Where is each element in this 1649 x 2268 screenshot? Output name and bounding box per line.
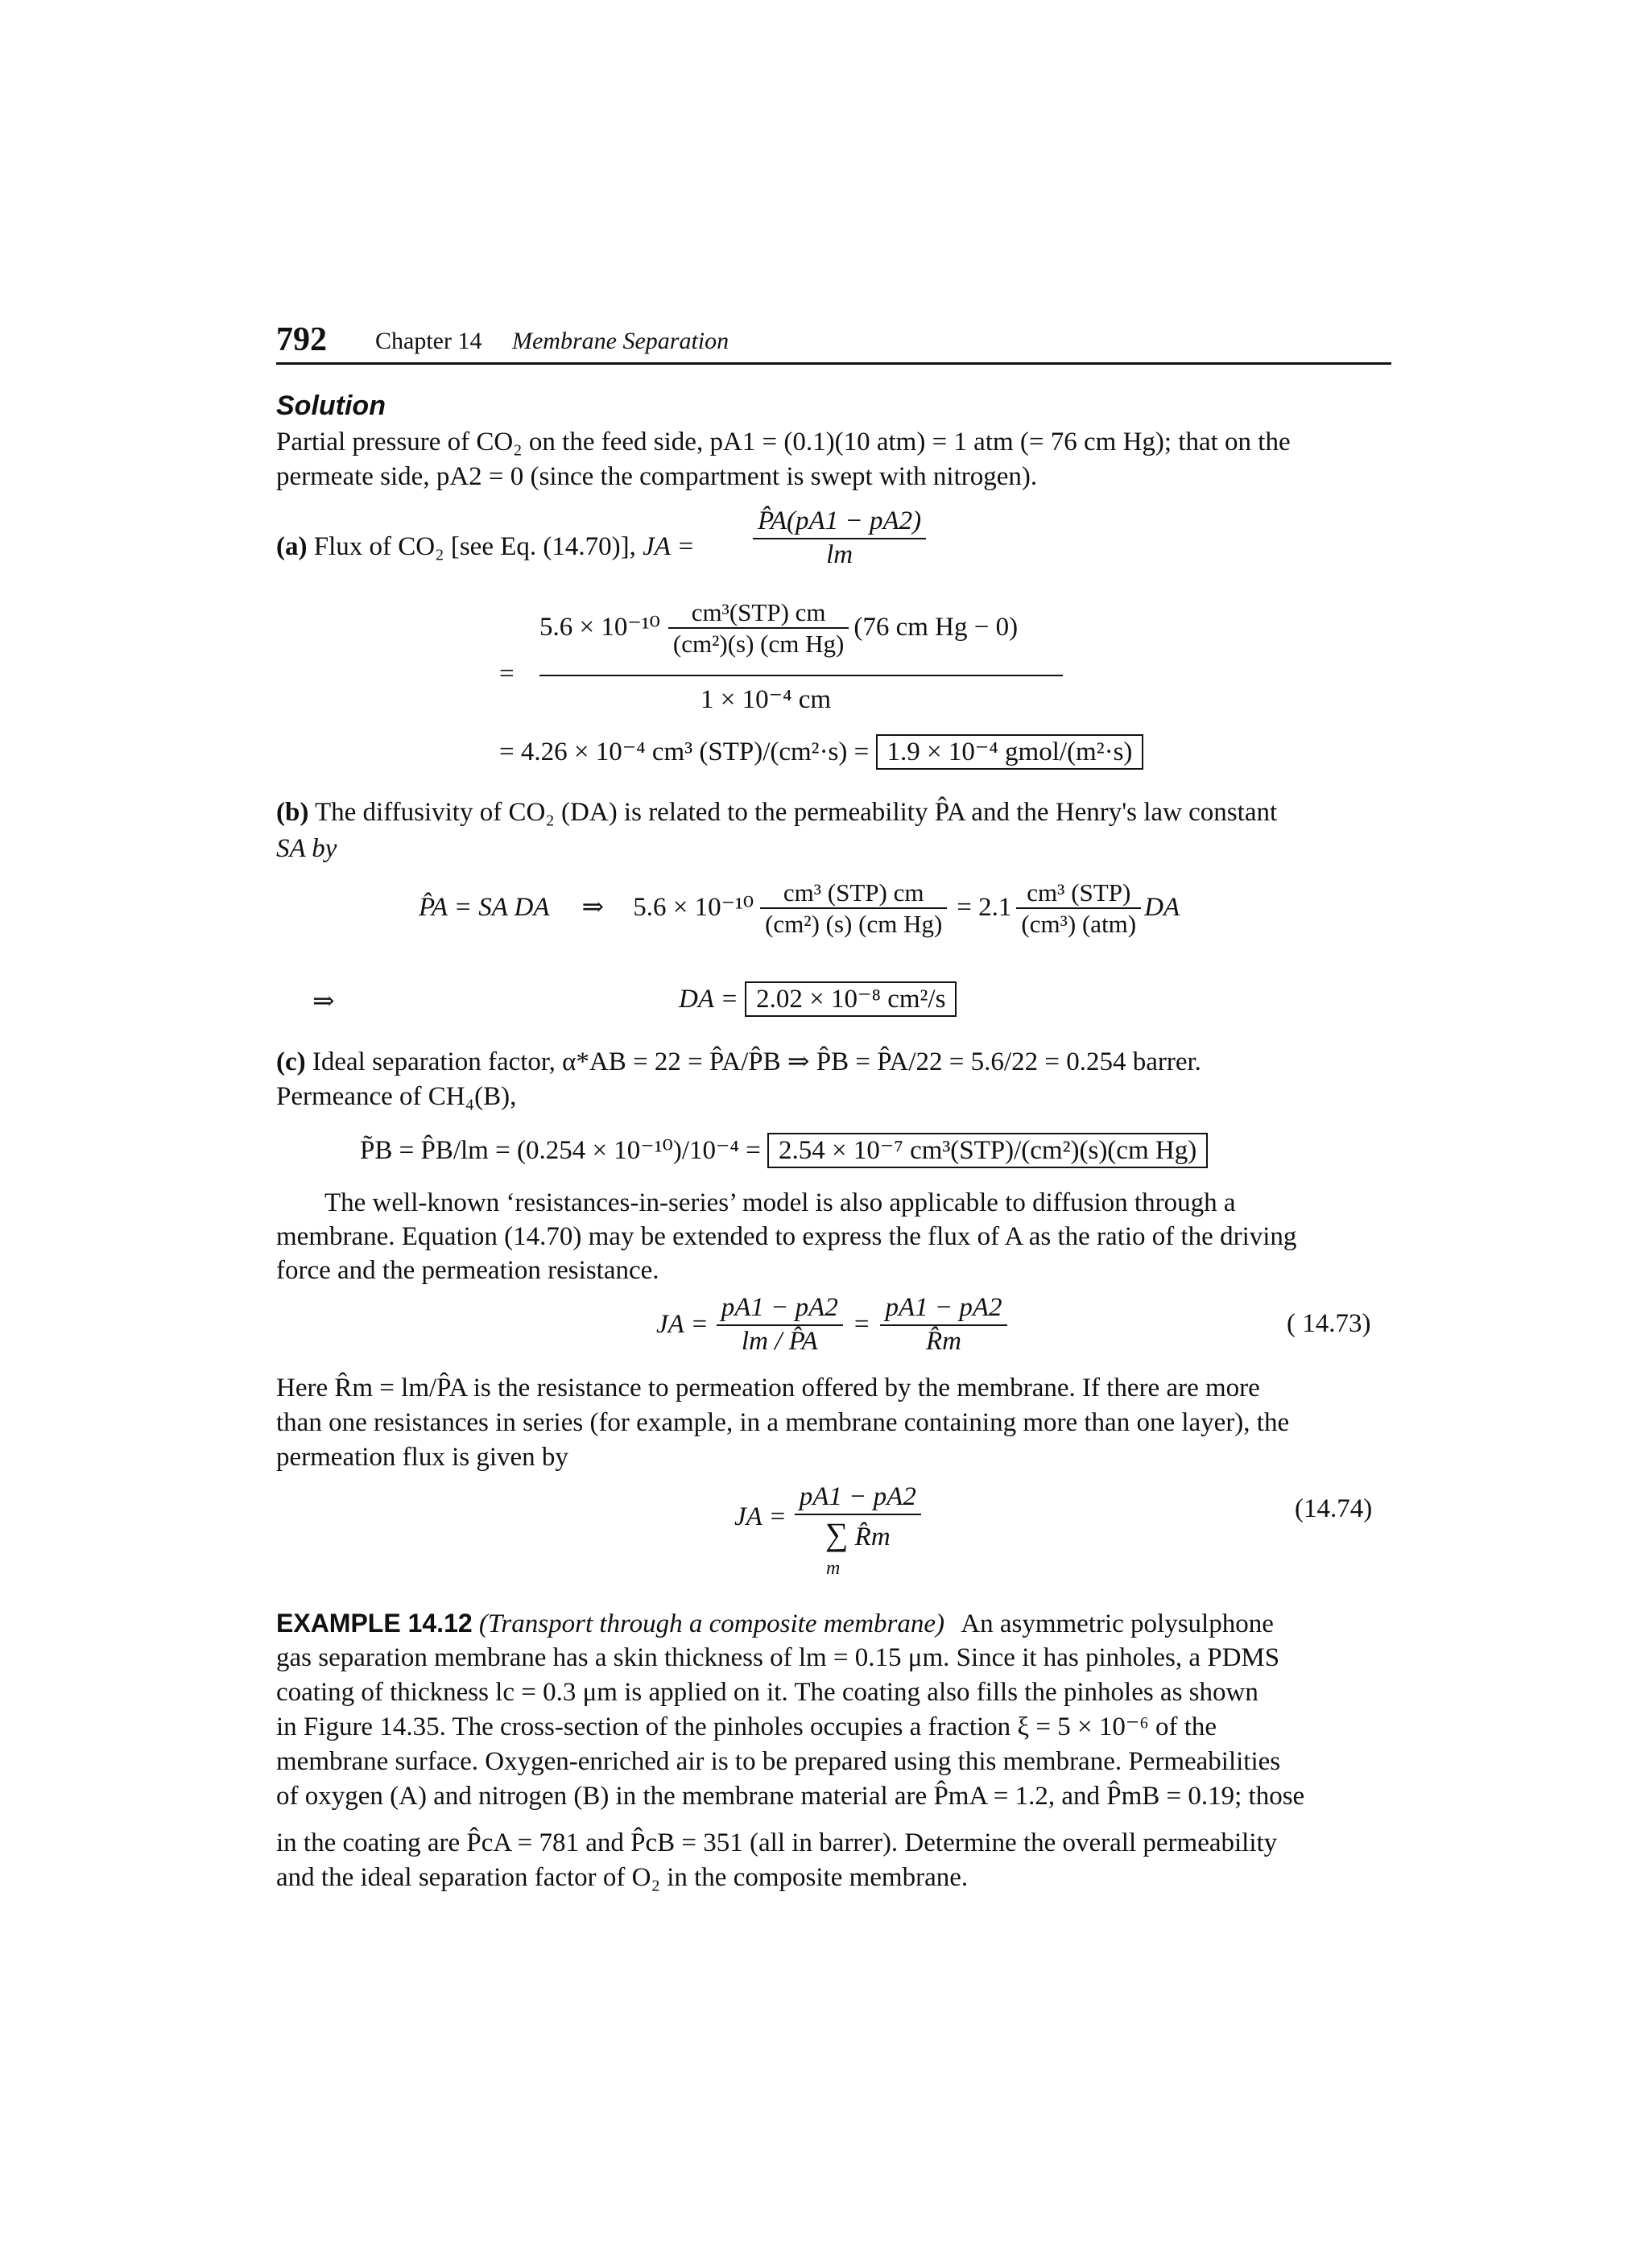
part-a-sub-tail: (76 cm Hg − 0) [853,613,1019,642]
chapter-label: Chapter 14 [375,328,482,354]
part-b-result-lhs: DA = [679,985,738,1014]
part-a-result [499,737,1143,769]
example-line5: membrane surface. Oxygen-enriched air is to be prepared using this membrane. Permeabilities [276,1747,1281,1776]
para-resistance-line2: membrane. Equation (14.70) may be extended to express the flux of A as the ratio of the driving [276,1222,1297,1251]
part-b-eq-implies: ⇒ [581,893,605,923]
part-a-result-lhs: = 4.26 × 10⁻⁴ cm³ (STP)/(cm²·s) = [499,737,870,766]
solution-intro-line1: Partial pressure of CO₂ on the feed side, pA1 = (0.1)(10 atm) = 1 atm (= 76 cm Hg); that on the [276,428,1291,456]
eq-1474-den: R̂m [854,1522,891,1551]
example-line1 [276,1608,1274,1641]
part-a-text: Flux of CO₂ [see Eq. (14.70)], [313,532,636,561]
part-a-formula-denominator: lm [826,539,853,569]
para-resistance-line3: force and the permeation resistance. [276,1256,659,1285]
part-a-sub-unit-den: (cm²)(s) (cm Hg) [672,630,845,659]
header-rule [276,362,1391,365]
eq-1473-equals: = [853,1309,870,1339]
example-title: (Transport through a composite membrane) [478,1609,945,1638]
example-label: EXAMPLE 14.12 [276,1609,473,1638]
part-c-label: (c) [276,1047,306,1076]
para-here-line1: Here R̂m = lm/P̂A is the resistance to permeation offered by the membrane. If there are more [276,1374,1260,1403]
equation-14-74 [734,1481,921,1554]
part-c-line1-text: Ideal separation factor, α*AB = 22 = P̂A/P̂B ⇒ P̂B = P̂A/22 = 5.6/22 = 0.254 barrer. [312,1047,1201,1076]
part-a-sub-denominator: 1 × 10⁻⁴ cm [701,685,832,714]
eq-1474-num: pA1 − pA2 [795,1481,921,1515]
part-a-substitution [539,597,1018,659]
part-a-sub-coef: 5.6 × 10⁻¹⁰ [539,613,660,642]
example-line3: coating of thickness lc = 0.3 μm is applied on it. The coating also fills the pinholes as shown [276,1678,1258,1707]
part-b-eq-tail: DA [1144,893,1180,923]
part-a-line [276,531,695,564]
eq-1474-lhs: JA = [734,1502,787,1531]
eq-1473-number: ( 14.73) [1287,1309,1371,1338]
part-b-eq-coef: 5.6 × 10⁻¹⁰ [633,893,754,923]
part-b-line1-text: The diffusivity of CO₂ (DA) is related to the permeability P̂A and the Henry's law constant [315,798,1278,827]
part-b-label: (b) [276,798,309,827]
eq-1474-sigma: ∑ [824,1515,849,1552]
part-b-result-arrow: ⇒ [312,987,335,1016]
part-a-formula [753,506,926,571]
part-c-line2: Permeance of CH₄(B), [276,1082,517,1111]
solution-intro-line2: permeate side, pA2 = 0 (since the compartment is swept with nitrogen). [276,462,1038,491]
part-b-eq-equals: = 2.1 [957,893,1012,923]
equation-14-73 [656,1292,1007,1357]
para-here-line3: permeation flux is given by [276,1443,568,1472]
part-b-line2: SA by [276,834,337,863]
example-line8: and the ideal separation factor of O₂ in the composite membrane. [276,1863,969,1892]
para-resistance-line1: The well-known ‘resistances-in-series’ model is also applicable to diffusion through a [324,1188,1236,1217]
part-a-result-box: 1.9 × 10⁻⁴ gmol/(m²·s) [876,734,1144,770]
part-c-eq-lhs: P̃B = P̂B/lm = (0.254 × 10⁻¹⁰)/10⁻⁴ = [360,1136,761,1165]
part-c-equation [360,1135,1208,1167]
chapter-title: Membrane Separation [512,328,729,354]
eq-1473-frac2-num: pA1 − pA2 [880,1292,1006,1326]
eq-1473-frac1-den: lm / P̂A [741,1326,818,1356]
example-line7: in the coating are P̂cA = 781 and P̂cB = 351 (all in barrer). Determine the overall permeability [276,1828,1278,1857]
part-b-result [679,984,957,1016]
example-line6: of oxygen (A) and nitrogen (B) in the membrane material are P̂mA = 1.2, and P̂mB = 0.19; those [276,1782,1305,1811]
part-a-sub-equals: = [499,659,515,688]
part-a-lhs: JA = [643,532,695,561]
para-here-line2: than one resistances in series (for example, in a membrane containing more than one layer), the [276,1408,1290,1437]
eq-1474-number: (14.74) [1295,1494,1373,1523]
part-b-eq-unit-den: (cm²) (s) (cm Hg) [765,910,943,939]
solution-heading: Solution [276,390,386,421]
eq-1473-lhs: JA = [656,1309,709,1339]
part-a-label: (a) [276,532,308,561]
part-b-eq-unit2-den: (cm³) (atm) [1021,910,1137,939]
example-line2: gas separation membrane has a skin thickness of lm = 0.15 μm. Since it has pinholes, a PDMS [276,1643,1280,1672]
part-b-eq-unit-num: cm³ (STP) cm [760,878,947,909]
eq-1473-frac2-den: R̂m [926,1326,961,1356]
part-c-line1 [276,1047,1201,1079]
part-b-line1 [276,797,1277,829]
example-line1-rest: An asymmetric polysulphone [961,1609,1274,1638]
example-line4: in Figure 14.35. The cross-section of the pinholes occupies a fraction ξ = 5 × 10⁻⁶ of the [276,1712,1217,1741]
eq-1474-sum-index: m [826,1558,841,1579]
part-a-main-fraction-bar [539,675,1063,676]
part-b-equation [419,878,1180,939]
eq-1473-frac1-num: pA1 − pA2 [717,1292,843,1326]
part-b-eq-unit2-num: cm³ (STP) [1016,878,1141,909]
page-number: 792 [276,321,327,358]
part-b-result-box: 2.02 × 10⁻⁸ cm²/s [745,981,957,1017]
part-b-eq-lhs: P̂A = SA DA [419,893,550,923]
part-a-formula-numerator: P̂A(pA1 − pA2) [753,506,926,539]
part-a-sub-unit-num: cm³(STP) cm [668,597,849,629]
part-c-result-box: 2.54 × 10⁻⁷ cm³(STP)/(cm²)(s)(cm Hg) [767,1133,1208,1168]
